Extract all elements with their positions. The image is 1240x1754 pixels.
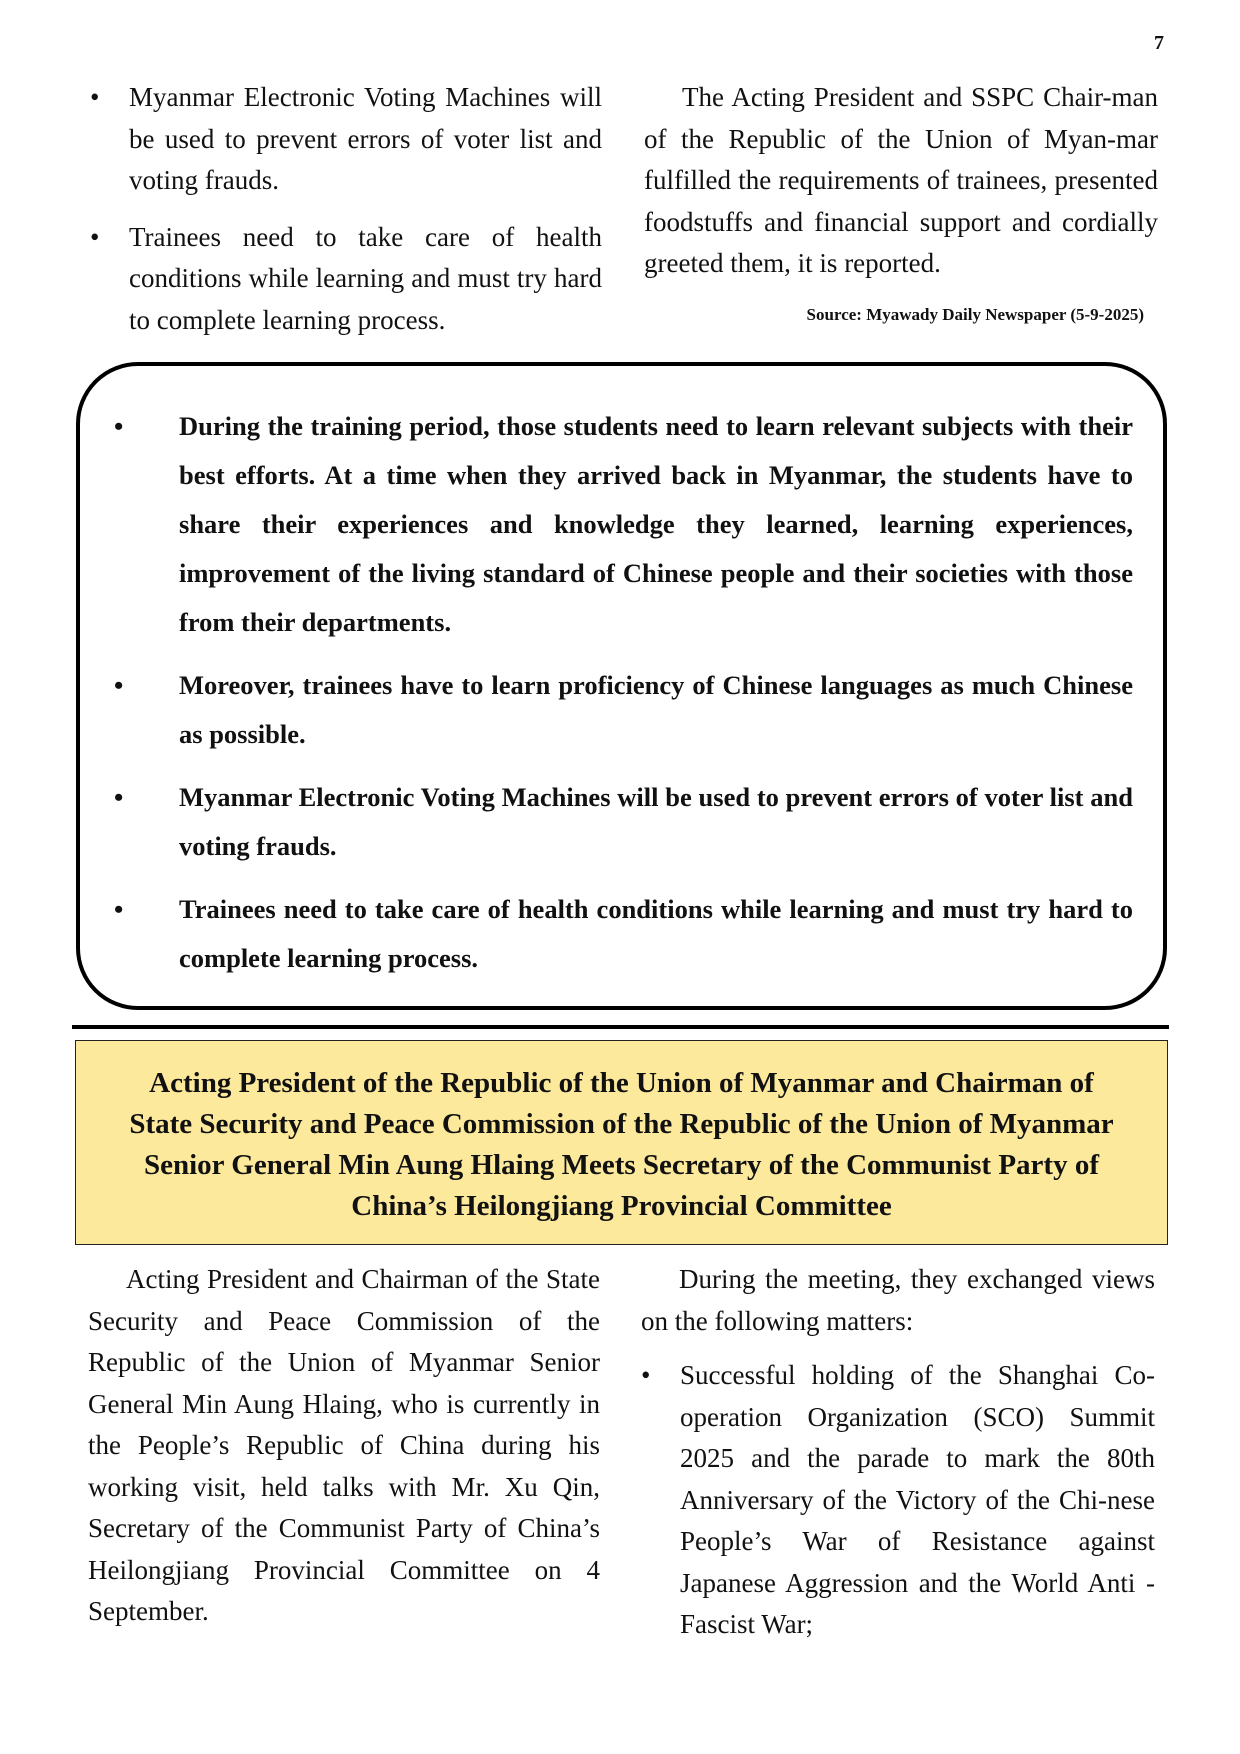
summary-bullet-list (110, 402, 1133, 983)
summary-box (76, 362, 1167, 1010)
source-credit: Source: Myawady Daily Newspaper (5-9-2025) (806, 304, 1144, 324)
bottom-left-column (88, 1259, 600, 1633)
headline-box (75, 1040, 1168, 1245)
top-left-bullet-list (90, 77, 602, 341)
article-lead-paragraph: Acting President and Chairman of the State Security and Peace Commission of the Republic of the Union of Myanmar Senior General Min Aung Hlaing, who is currently in the People’s Republic of China during his working visit, held talks with Mr. Xu Qin, Secretary of the Communist Party of China’s Heilongjiang Provincial Committee on 4 September. (88, 1264, 600, 1626)
discussion-bullet-list (641, 1355, 1155, 1646)
headline-line: Senior General Min Aung Hlaing Meets Secretary of the Communist Party of (143, 1149, 1099, 1181)
list-item: • Myanmar Electronic Voting Machines will be used to prevent errors of voter list and voting frauds. (90, 77, 602, 202)
summary-item: • Trainees need to take care of health conditions while learning and must try hard to complete learning process. (110, 885, 1133, 983)
bottom-right-column (641, 1259, 1155, 1661)
headline-line: State Security and Peace Commission of the Republic of the Union of Myanmar (129, 1108, 1114, 1140)
top-right-column (644, 77, 1158, 327)
list-item: • Trainees need to take care of health conditions while learning and must try hard to complete learning process. (90, 217, 602, 342)
headline-line: Acting President of the Republic of the Union of Myanmar and Chairman of (149, 1067, 1094, 1099)
page-number: 7 (1154, 32, 1164, 54)
summary-item: • Myanmar Electronic Voting Machines will be used to prevent errors of voter list and voting frauds. (110, 773, 1133, 871)
headline-line: China’s Heilongjiang Provincial Committee (351, 1190, 892, 1222)
top-left-column (90, 77, 602, 356)
summary-item: • During the training period, those students need to learn relevant subjects with their best efforts. At a time when they arrived back in Myanmar, the students have to share their experiences and knowledge they learned, learning experiences, improvement of the living standard of Chinese people and their societies with those from their departments. (110, 402, 1133, 647)
summary-item: • Moreover, trainees have to learn proficiency of Chinese languages as much Chinese as possible. (110, 661, 1133, 759)
section-divider (72, 1025, 1169, 1029)
closing-paragraph: The Acting President and SSPC Chair-man of the Republic of the Union of Myan-mar fulfilled the requirements of trainees, presented foodstuffs and financial support and cordially greeted them, it is reported. (644, 82, 1158, 278)
article-intro-paragraph: During the meeting, they exchanged views on the following matters: (641, 1264, 1155, 1336)
list-item: • Successful holding of the Shanghai Co-operation Organization (SCO) Summit 2025 and the parade to mark the 80th Anniversary of the Victory of the Chi-nese People’s War of Resistance against Japanese Aggression and the World Anti -Fascist War; (641, 1355, 1155, 1646)
